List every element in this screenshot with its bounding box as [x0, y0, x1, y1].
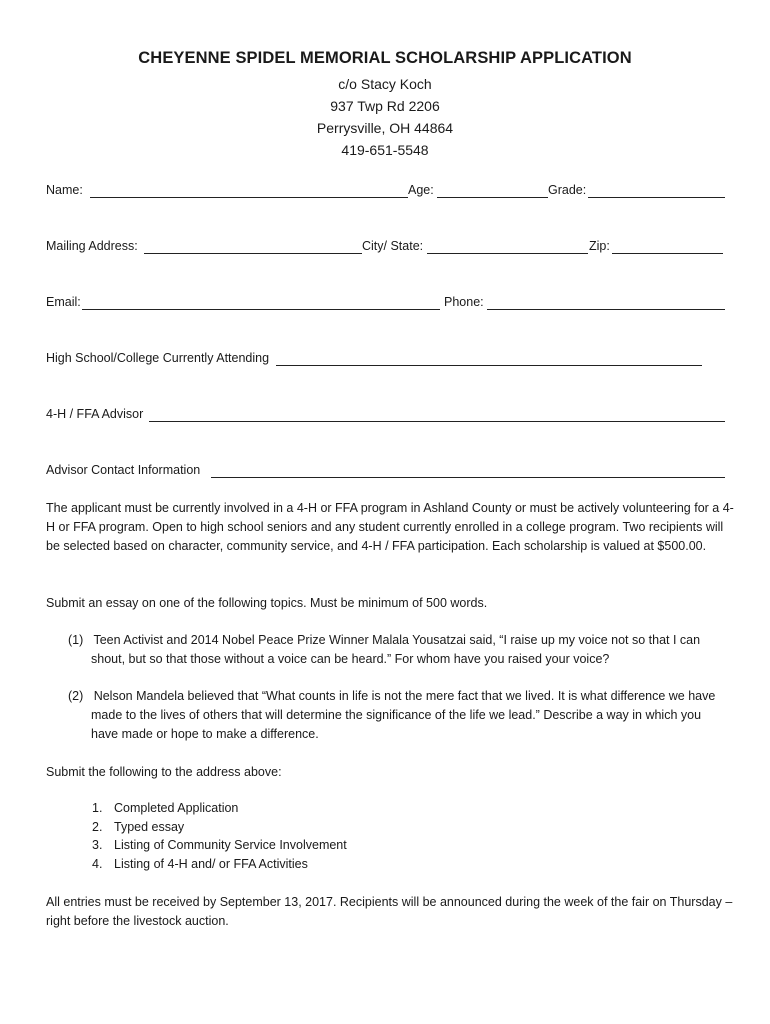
- essay-topic-text: Nelson Mandela believed that “What counts in life is not the mere fact that we lived. It is what difference we have made to the lives of others that will determine the significance of the life we lead.” Describe a way in which you have made or hope to make a difference.: [91, 689, 716, 741]
- school-field[interactable]: [276, 365, 702, 366]
- list-item: [92, 836, 347, 855]
- name-label: Name:: [46, 183, 83, 197]
- essay-topic-2: [68, 687, 728, 744]
- eligibility-paragraph: The applicant must be currently involved in a 4-H or FFA program in Ashland County or must be actively volunteering for a 4-H or FFA program. Open to high school seniors and any student currently enrolled in a college program. Two recipients will be selected based on character, community service, and 4-H / FFA participation. Each scholarship is valued at $500.00.: [46, 501, 734, 553]
- list-item-text: Completed Application: [114, 801, 239, 815]
- deadline-paragraph: All entries must be received by September 13, 2017. Recipients will be announced during the week of the fair on Thursday – right before the livestock auction.: [46, 895, 733, 928]
- page-title: CHEYENNE SPIDEL MEMORIAL SCHOLARSHIP APPLICATION: [138, 49, 632, 67]
- list-item-number: 3.: [92, 838, 103, 853]
- essay-instructions: Submit an essay on one of the following topics. Must be minimum of 500 words.: [46, 596, 488, 610]
- address-line-city: Perrysville, OH 44864: [316, 120, 454, 136]
- grade-field[interactable]: [588, 197, 725, 198]
- phone-field[interactable]: [487, 309, 725, 310]
- essay-topic-number: (1): [68, 633, 84, 647]
- list-item-number: 2.: [92, 819, 103, 834]
- submit-instructions: Submit the following to the address above:: [46, 765, 282, 779]
- advisor-contact-field[interactable]: [211, 477, 725, 478]
- mailing-address-label: Mailing Address:: [46, 239, 138, 253]
- address-line-phone: 419-651-5548: [341, 142, 429, 158]
- list-item-number: 4.: [92, 856, 103, 871]
- zip-field[interactable]: [612, 253, 723, 254]
- essay-topic-text: Teen Activist and 2014 Nobel Peace Prize Winner Malala Yousatzai said, “I raise up my voice not so that I can shout, but so that those without a voice can be heard.” For whom have you raised your voice?: [91, 633, 701, 666]
- address-line-care-of: c/o Stacy Koch: [338, 76, 432, 92]
- list-item-text: Listing of Community Service Involvement: [114, 838, 347, 853]
- phone-label: Phone:: [444, 295, 484, 309]
- grade-label: Grade:: [548, 183, 587, 197]
- list-item: [92, 799, 347, 818]
- name-field[interactable]: [90, 197, 408, 198]
- city-state-field[interactable]: [427, 253, 588, 254]
- school-label: High School/College Currently Attending: [46, 351, 270, 365]
- address-line-street: 937 Twp Rd 2206: [330, 98, 440, 114]
- list-item-text: Listing of 4-H and/ or FFA Activities: [114, 856, 308, 871]
- city-state-label: City/ State:: [362, 239, 424, 253]
- advisor-label: 4-H / FFA Advisor: [46, 407, 144, 421]
- age-field[interactable]: [437, 197, 548, 198]
- zip-label: Zip:: [589, 239, 610, 253]
- list-item-number: 1.: [92, 801, 103, 815]
- submission-list: [92, 799, 347, 873]
- mailing-address-field[interactable]: [144, 253, 362, 254]
- advisor-field[interactable]: [149, 421, 725, 422]
- email-label: Email:: [46, 295, 81, 309]
- essay-topic-1: [68, 631, 728, 669]
- list-item: [92, 855, 347, 874]
- essay-topic-number: (2): [68, 689, 84, 703]
- advisor-contact-label: Advisor Contact Information: [46, 463, 201, 477]
- list-item-text: Typed essay: [114, 819, 185, 834]
- email-field[interactable]: [82, 309, 440, 310]
- age-label: Age:: [408, 183, 434, 197]
- list-item: [92, 818, 347, 837]
